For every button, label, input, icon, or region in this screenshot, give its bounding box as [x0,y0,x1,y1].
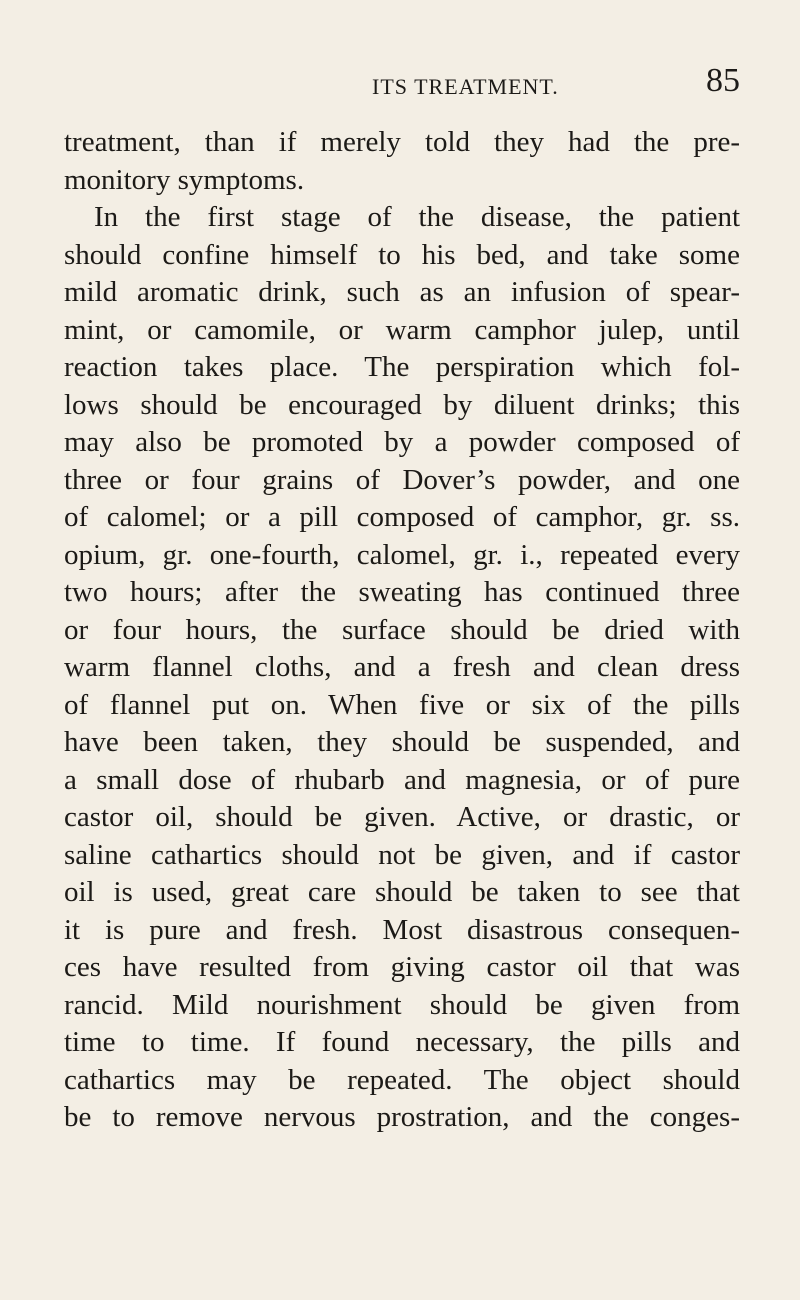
text-line: cathartics may be repeated. The object should [64,1063,740,1096]
text-line: or four hours, the surface should be dried with [64,613,740,646]
running-title: ITS TREATMENT. [372,74,559,99]
body-text [64,124,740,1137]
text-line: of calomel; or a pill composed of camphor, gr. ss. [64,501,740,533]
text-line: ces have resulted from giving castor oil that was [64,951,740,983]
text-line: time to time. If found necessary, the pills and [64,1026,740,1058]
running-head [64,64,740,108]
text-line: warm flannel cloths, and a fresh and clean dress [64,651,740,683]
text-line: opium, gr. one-fourth, calomel, gr. i., repeated every [64,538,740,571]
text-line: lows should be encouraged by diluent drinks; this [64,388,740,421]
text-line: may also be promoted by a powder composed of [64,426,740,458]
text-line: two hours; after the sweating has continued three [64,576,740,608]
text-line: In the first stage of the disease, the patient [94,201,740,233]
text-line: three or four grains of Dover’s powder, and one [64,463,740,496]
text-line: saline cathartics should not be given, and if castor [64,838,740,871]
text-line: should confine himself to his bed, and take some [64,238,740,271]
text-line: castor oil, should be given. Active, or drastic, or [64,801,740,833]
text-line: a small dose of rhubarb and magnesia, or of pure [64,763,740,796]
page-number: 85 [706,62,740,99]
text-line: reaction takes place. The perspiration which fol- [64,351,740,383]
text-line: monitory symptoms. [64,163,305,196]
text-line: oil is used, great care should be taken to see that [64,876,740,908]
text-line: mint, or camomile, or warm camphor julep, until [64,313,740,346]
text-line: be to remove nervous prostration, and the conges- [64,1101,740,1133]
text-line: treatment, than if merely told they had the pre- [64,126,740,158]
text-line: it is pure and fresh. Most disastrous consequen- [64,913,740,946]
text-line: have been taken, they should be suspended, and [64,726,740,758]
text-line: mild aromatic drink, such as an infusion of spear- [64,276,740,308]
text-line: of flannel put on. When five or six of the pills [64,688,740,721]
text-line: rancid. Mild nourishment should be given from [64,988,740,1021]
